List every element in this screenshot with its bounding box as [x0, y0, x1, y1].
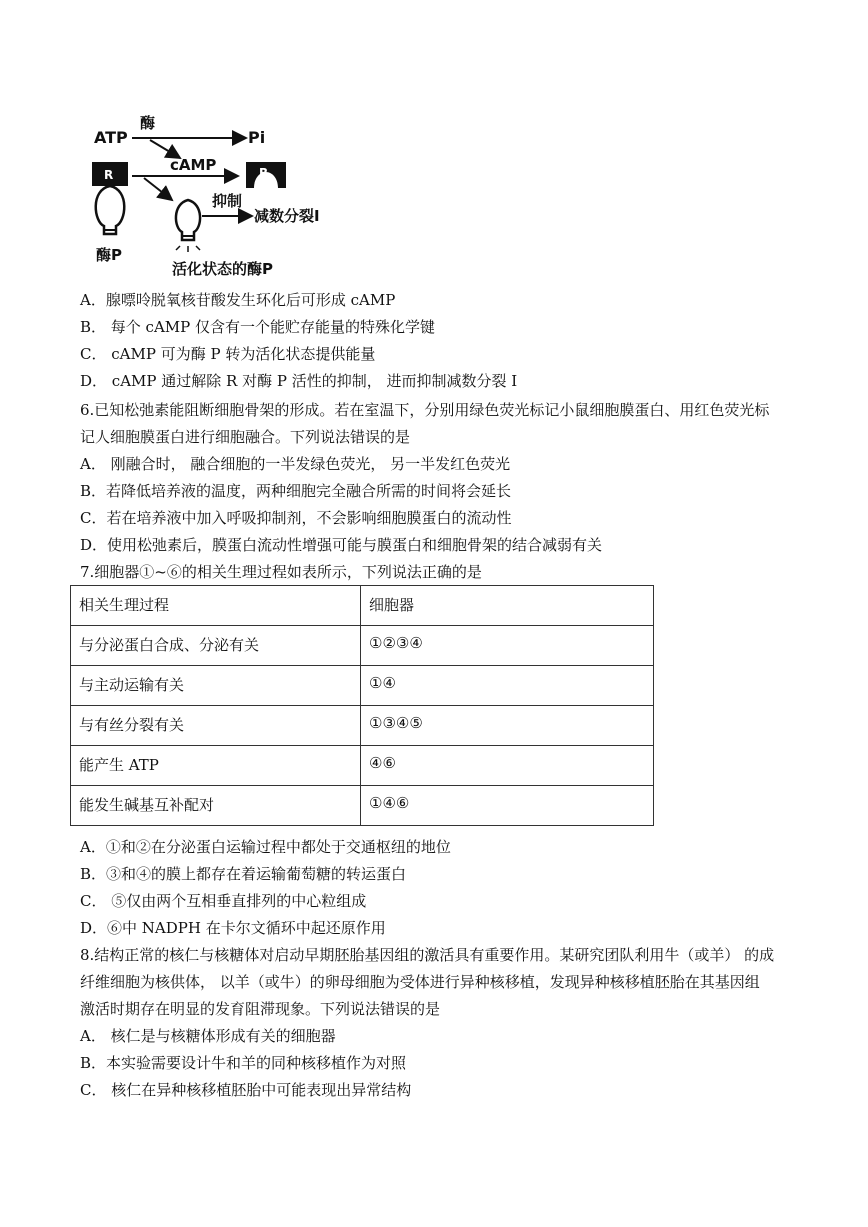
q7-option-a: A．①和②在分泌蛋白运输过程中都处于交通枢纽的地位 [80, 838, 451, 856]
table-cell-process: 能产生 ATP [71, 746, 361, 786]
camp-pathway-diagram [88, 100, 348, 285]
pi-label: Pi [248, 128, 266, 147]
table-header-process: 相关生理过程 [71, 586, 361, 626]
organelle-table [70, 585, 654, 826]
q6-stem-line2: 记人细胞膜蛋白进行细胞融合。下列说法错误的是 [80, 428, 411, 446]
table-header-row [71, 586, 654, 626]
q6-option-d: D．使用松弛素后，膜蛋白流动性增强可能与膜蛋白和细胞骨架的结合减弱有关 [80, 536, 603, 554]
table-row [71, 746, 654, 786]
atp-label: ATP [94, 128, 128, 147]
camp-label: cAMP [170, 156, 217, 174]
table-cell-process: 与分泌蛋白合成、分泌有关 [71, 626, 361, 666]
enzyme-p-label: 酶P [96, 246, 122, 264]
meiosis-label: 减数分裂I [254, 207, 320, 225]
table-row [71, 706, 654, 746]
q6-option-a: A． 刚融合时， 融合细胞的一半发绿色荧光， 另一半发红色荧光 [80, 455, 511, 473]
q8-option-a: A． 核仁是与核糖体形成有关的细胞器 [80, 1027, 336, 1045]
inhibit-label: 抑制 [212, 192, 243, 210]
q7-stem: 7.细胞器①~⑥的相关生理过程如表所示，下列说法正确的是 [80, 563, 482, 581]
q5-option-c: C． cAMP 可为酶 P 转为活化状态提供能量 [80, 345, 376, 363]
q8-option-c: C． 核仁在异种核移植胚胎中可能表现出异常结构 [80, 1081, 412, 1099]
table-cell-process: 与主动运输有关 [71, 666, 361, 706]
active-enzyme-p-bulb [176, 200, 200, 240]
q7-option-b: B．③和④的膜上都存在着运输葡萄糖的转运蛋白 [80, 865, 407, 883]
q5-option-d: D． cAMP 通过解除 R 对酶 P 活性的抑制， 进而抑制减数分裂 I [80, 372, 518, 390]
q8-stem-line2: 纤维细胞为核供体， 以羊（或牛）的卵母细胞为受体进行异种核移植，发现异种核移植胚胎在其基因组 [80, 973, 760, 991]
table-row [71, 666, 654, 706]
active-enzyme-p-label: 活化状态的酶P [172, 260, 273, 278]
table-cell-process: 与有丝分裂有关 [71, 706, 361, 746]
q5-option-b: B． 每个 cAMP 仅含有一个能贮存能量的特殊化学键 [80, 318, 436, 336]
activity-rays [176, 246, 200, 252]
q7-option-d: D．⑥中 NADPH 在卡尔文循环中起还原作用 [80, 919, 386, 937]
q8-stem-line3: 激活时期存在明显的发育阻滞现象。下列说法错误的是 [80, 1000, 441, 1018]
table-cell-process: 能发生碱基互补配对 [71, 786, 361, 826]
r-right-label: R [259, 166, 269, 180]
q8-stem-line1: 8.结构正常的核仁与核糖体对启动早期胚胎基因组的激活具有重要作用。某研究团队利用牛（或羊） 的成 [80, 946, 775, 964]
table-cell-organelle: ①④⑥ [361, 786, 654, 826]
table-header-organelle: 细胞器 [361, 586, 654, 626]
q6-option-b: B．若降低培养液的温度，两种细胞完全融合所需的时间将会延长 [80, 482, 512, 500]
table-cell-organelle: ④⑥ [361, 746, 654, 786]
table-row [71, 786, 654, 826]
table-cell-organelle: ①③④⑤ [361, 706, 654, 746]
table-row [71, 626, 654, 666]
q5-option-a: A．腺嘌呤脱氧核苷酸发生环化后可形成 cAMP [80, 291, 396, 309]
table-cell-organelle: ①④ [361, 666, 654, 706]
enzyme-label: 酶 [140, 114, 156, 132]
q8-option-b: B．本实验需要设计牛和羊的同种核移植作为对照 [80, 1054, 407, 1072]
q6-option-c: C．若在培养液中加入呼吸抑制剂，不会影响细胞膜蛋白的流动性 [80, 509, 512, 527]
r-left-label: R [104, 168, 114, 182]
q7-option-c: C． ⑤仅由两个互相垂直排列的中心粒组成 [80, 892, 367, 910]
table-cell-organelle: ①②③④ [361, 626, 654, 666]
q6-stem-line1: 6.已知松弛素能阻断细胞骨架的形成。若在室温下，分别用绿色荧光标记小鼠细胞膜蛋白、用红色荧光标 [80, 401, 770, 419]
enzyme-p-bulb-left [96, 186, 125, 234]
to-active-enzyme-arrow [144, 178, 172, 200]
